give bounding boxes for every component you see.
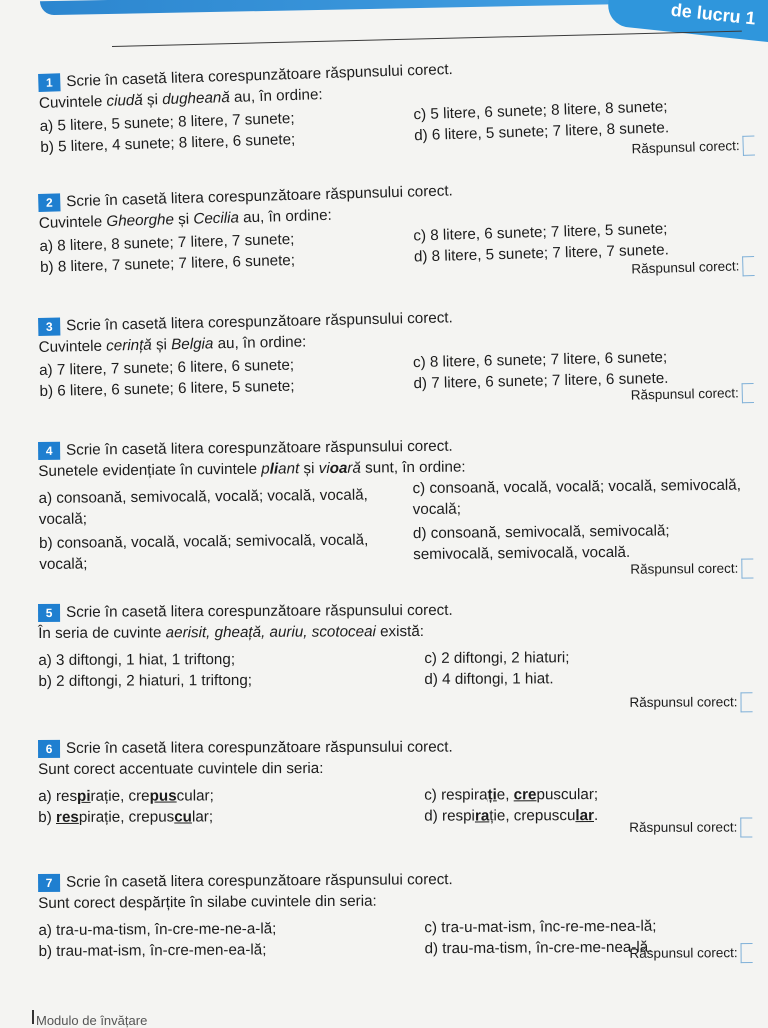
exercise-6 [38,736,750,835]
option-a: a) 5 litere, 5 sunete; 8 litere, 7 sunete; [39,109,295,135]
option-a: a) respirație, crepuscular; [38,787,214,805]
option-d: d) consoană, semivocală, semivocală; semivocală, semivocală, vocală. [412,521,670,563]
instruction: Scrie în casetă litera corespunzătoare răspunsului corect. [66,182,454,211]
instruction: Scrie în casetă litera corespunzătoare răspunsului corect. [66,437,453,459]
option-a: a) 3 diftongi, 1 hiat, 1 triftong; [38,650,236,669]
option-b: b) respirație, crepuscular; [38,808,214,826]
footer-mark [32,1010,34,1024]
answer-label: Răspunsul corect: [629,819,738,835]
instruction: Scrie în casetă litera corespunzătoare răspunsului corect. [66,870,453,891]
option-d: d) 7 litere, 6 sunete; 7 litere, 6 sunete. [413,369,669,393]
option-b: b) 2 diftongi, 2 hiaturi, 1 triftong; [38,671,253,690]
exercise-4 [38,433,751,576]
question-stem: Cuvintele Gheorghe și Cecilia au, în ordine: [38,206,333,232]
exercise-number: 6 [38,739,60,757]
answer-label: Răspunsul corect: [630,560,739,577]
exercise-1 [38,50,752,158]
question-stem: Cuvintele ciudă și dugheană au, în ordine: [38,86,323,112]
instruction: Scrie în casetă litera corespunzătoare răspunsului corect. [66,601,453,621]
exercise-number: 7 [38,873,60,891]
exercise-2 [38,172,752,278]
option-c: c) 2 diftongi, 2 hiaturi; [424,649,570,667]
instruction: Scrie în casetă litera corespunzătoare răspunsului corect. [66,309,453,335]
option-b: b) 5 litere, 4 sunete; 8 litere, 6 sunete; [40,130,296,156]
option-c: c) 8 litere, 6 sunete; 7 litere, 6 sunete; [412,348,668,372]
exercise-number: 3 [38,317,60,335]
option-d: d) 4 diftongi, 1 hiat. [424,670,554,688]
option-c: c) 8 litere, 6 sunete; 7 litere, 5 sunete; [413,220,668,245]
answer-box[interactable] [742,383,754,403]
exercise-3 [38,301,752,402]
footer-text: Modulo de învățare [36,1013,148,1028]
question-stem: În seria de cuvinte aerisit, gheață, auriu, scotoceai există: [38,622,425,642]
option-c: c) consoană, vocală, vocală; vocală, semivocală, vocală; [412,476,741,519]
answer-box[interactable] [742,256,755,276]
option-c: c) respirație, crepuscular; [424,786,599,804]
answer-row [631,136,755,160]
answer-label: Răspunsul corect: [629,693,738,710]
option-a: a) 8 litere, 8 sunete; 7 litere, 7 sunete; [39,230,295,255]
answer-box[interactable] [740,692,752,712]
option-d: d) respirație, crepuscular. [424,807,599,825]
option-b: b) 8 litere, 7 sunete; 7 litere, 6 sunete; [39,251,296,276]
option-a: a) 7 litere, 7 sunete; 6 litere, 6 sunete; [38,356,295,379]
answer-row [629,943,752,964]
answer-row [629,818,752,838]
chapter-tab-label: de lucru 1 [669,0,757,29]
exercise-number: 2 [38,193,60,212]
answer-box[interactable] [741,943,753,963]
option-b: b) trau-mat-ism, în-cre-men-ea-lă; [38,941,267,960]
instruction: Scrie în casetă litera corespunzătoare răspunsului corect. [66,738,453,757]
question-stem: Sunt corect despărțite în silabe cuvintele din seria: [38,892,377,912]
exercise-5 [38,598,750,710]
option-d: d) trau-ma-tism, în-cre-me-nea-lă. [424,938,653,958]
answer-row [629,692,752,713]
option-a: a) tra-u-ma-tism, în-cre-me-ne-a-lă; [38,920,277,939]
instruction: Scrie în casetă litera corespunzătoare răspunsului corect. [66,60,454,90]
question-stem: Sunt corect accentuate cuvintele din seria: [38,760,324,778]
answer-label: Răspunsul corect: [629,944,738,961]
answer-label: Răspunsul corect: [630,384,739,403]
exercise-number: 5 [38,603,60,621]
answer-box[interactable] [742,136,755,156]
answer-box[interactable] [740,818,752,838]
option-d: d) 8 litere, 5 sunete; 7 litere, 7 sunete. [413,241,670,266]
answer-row [630,559,753,580]
exercise-7 [38,867,751,962]
option-b: b) consoană, vocală, vocală; semivocală, vocală, vocală; [38,531,369,573]
answer-box[interactable] [741,559,753,579]
answer-row [631,256,755,279]
question-stem: Sunetele evidențiate în cuvintele pliant și vioară sunt, în ordine: [38,458,466,480]
option-c: c) tra-u-mat-ism, înc-re-me-nea-lă; [424,917,657,937]
answer-row [631,383,754,406]
exercise-number: 4 [38,441,60,459]
question-stem: Cuvintele cerință și Belgia au, în ordine: [38,333,307,356]
options [38,646,750,692]
answer-label: Răspunsul corect: [631,257,740,277]
option-c: c) 5 litere, 6 sunete; 8 litere, 8 sunete; [413,98,668,124]
option-d: d) 6 litere, 5 sunete; 7 litere, 8 sunete. [413,119,670,145]
exercise-number: 1 [38,73,61,92]
option-b: b) 6 litere, 6 sunete; 6 litere, 5 sunete; [39,377,295,400]
option-a: a) consoană, semivocală, vocală; vocală, vocală, vocală; [38,486,368,529]
answer-label: Răspunsul corect: [631,137,740,156]
